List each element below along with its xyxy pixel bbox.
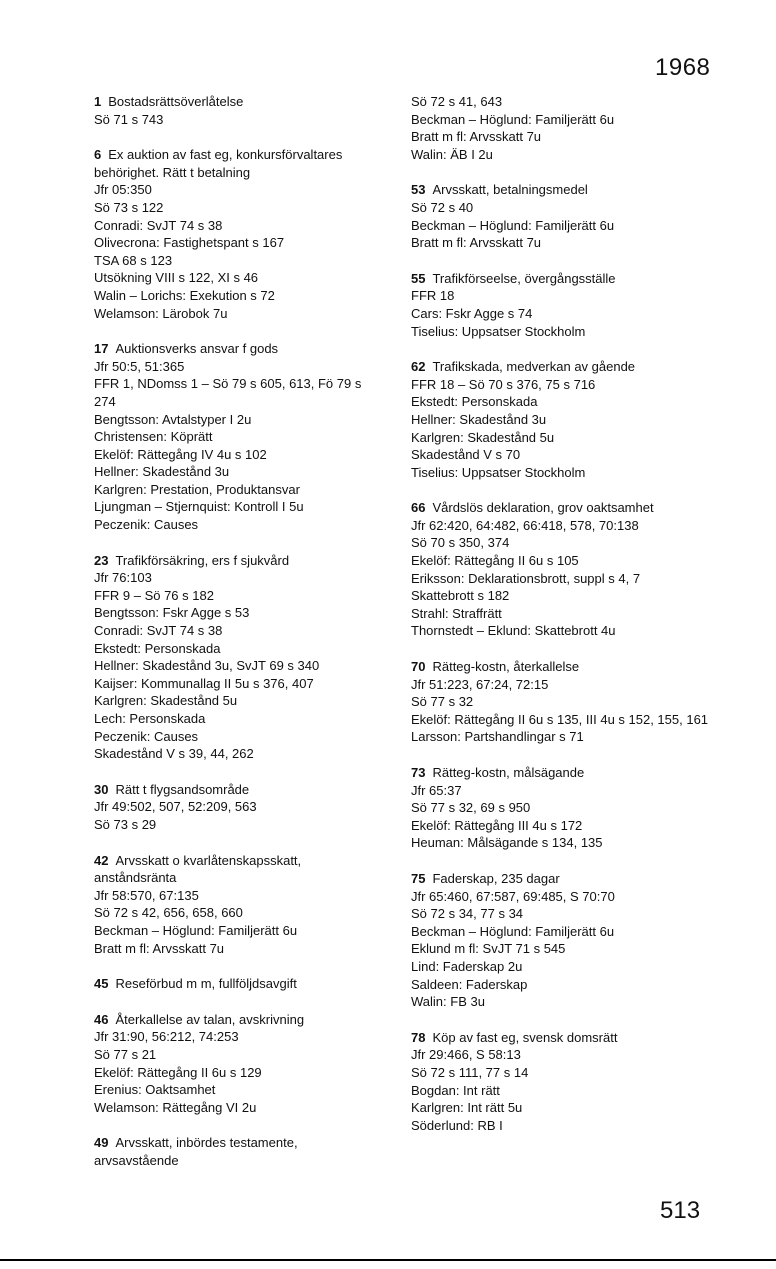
reference-line: Utsökning VIII s 122, XI s 46	[94, 270, 259, 286]
entry-number: 70	[411, 659, 426, 675]
reference-line: Hellner: Skadestånd 3u	[94, 464, 230, 480]
reference-line: Jfr 05:350	[94, 182, 152, 198]
reference-line: Larsson: Partshandlingar s 71	[411, 729, 584, 745]
entry-heading	[94, 1134, 362, 1169]
entry-heading	[94, 1011, 362, 1029]
reference-line: Conradi: SvJT 74 s 38	[94, 623, 223, 639]
entry-title: Vårdslös deklaration, grov oaktsamhet	[432, 500, 654, 516]
entry-number: 49	[94, 1135, 109, 1151]
reference-line: Jfr 76:103	[94, 570, 152, 586]
reference-line: Jfr 49:502, 507, 52:209, 563	[94, 799, 257, 815]
reference-line: Jfr 31:90, 56:212, 74:253	[94, 1029, 239, 1045]
entry-title: Ex auktion av fast eg, konkursförvaltares behörighet. Rätt t betalning	[94, 147, 343, 180]
reference-line: Sö 77 s 21	[94, 1046, 157, 1062]
index-entry	[94, 781, 362, 834]
reference-line: Bratt m fl: Arvsskatt 7u	[411, 129, 542, 145]
reference-line: Söderlund: RB I	[411, 1117, 503, 1133]
reference-line: Sö 73 s 122	[94, 199, 164, 215]
entry-title: Rätteg-kostn, återkallelse	[432, 659, 580, 675]
entry-heading	[94, 93, 362, 111]
entry-number: 6	[94, 147, 102, 163]
reference-line: Walin: FB 3u	[411, 994, 485, 1010]
index-entry	[411, 1029, 711, 1135]
index-entry	[411, 270, 711, 340]
entry-title: Rätteg-kostn, målsägande	[432, 765, 585, 780]
entry-heading	[94, 781, 362, 799]
reference-line: FFR 1, NDomss 1 – Sö 79 s 605, 613, Fö 79 s 274	[94, 376, 362, 409]
entry-number: 46	[94, 1011, 109, 1027]
entry-number: 53	[411, 182, 426, 198]
entry-title: Återkallelse av talan, avskrivning	[115, 1011, 305, 1027]
reference-line: Walin – Lorichs: Exekution s 72	[94, 287, 275, 303]
entry-number: 75	[411, 870, 426, 886]
reference-line: Ekelöf: Rättegång IV 4u s 102	[94, 446, 267, 462]
entry-title: Rätt t flygsandsområde	[115, 781, 250, 797]
reference-line: Skattebrott s 182	[411, 588, 510, 604]
reference-line: Sö 72 s 34, 77 s 34	[411, 906, 524, 922]
index-entry	[411, 658, 711, 746]
entry-heading	[411, 870, 711, 888]
reference-line: Lind: Faderskap 2u	[411, 958, 523, 974]
reference-line: Peczenik: Causes	[94, 728, 199, 744]
page-number: 513	[660, 1197, 701, 1224]
reference-line: Jfr 29:466, S 58:13	[411, 1047, 521, 1063]
reference-line: Peczenik: Causes	[94, 517, 199, 533]
reference-line: Jfr 50:5, 51:365	[94, 358, 185, 374]
reference-line: Sö 72 s 40	[411, 199, 474, 215]
entry-title: Trafikskada, medverkan av gående	[432, 359, 636, 375]
reference-line: Tiselius: Uppsatser Stockholm	[411, 323, 586, 339]
reference-line: Cars: Fskr Agge s 74	[411, 305, 533, 321]
index-entry	[94, 975, 362, 993]
entry-title: Arvsskatt, inbördes testamente, arvsavstående	[94, 1135, 298, 1168]
entry-number: 62	[411, 359, 426, 375]
reference-line: FFR 18	[411, 288, 455, 304]
reference-line: Erenius: Oaktsamhet	[94, 1082, 216, 1098]
reference-line: Karlgren: Skadestånd 5u	[411, 429, 555, 445]
reference-line: Beckman – Höglund: Familjerätt 6u	[411, 217, 615, 233]
reference-line: Skadestånd V s 39, 44, 262	[94, 746, 254, 762]
reference-line: Bogdan: Int rätt	[411, 1082, 500, 1098]
reference-line: Sö 70 s 350, 374	[411, 535, 510, 551]
reference-line: Ekelöf: Rättegång II 6u s 129	[94, 1064, 262, 1080]
entry-heading	[411, 658, 711, 676]
index-entry	[94, 1134, 362, 1169]
index-entry	[94, 852, 362, 958]
index-entry	[411, 499, 711, 640]
reference-line: Lech: Personskada	[94, 711, 206, 726]
index-entry	[94, 93, 362, 128]
index-entry	[411, 358, 711, 481]
entry-heading	[411, 764, 711, 782]
reference-line: Skadestånd V s 70	[411, 447, 521, 463]
reference-line: Eriksson: Deklarationsbrott, suppl s 4, 7	[411, 570, 641, 586]
entry-number: 78	[411, 1029, 426, 1045]
entry-number: 55	[411, 270, 426, 286]
reference-line: Ekstedt: Personskada	[94, 640, 221, 656]
entry-number: 45	[94, 976, 109, 992]
reference-line: Bratt m fl: Arvsskatt 7u	[94, 940, 225, 956]
reference-line: Ekelöf: Rättegång II 6u s 135, III 4u s 152, 155, 161	[411, 711, 709, 727]
entry-title: Faderskap, 235 dagar	[432, 870, 560, 886]
entry-heading	[94, 975, 362, 993]
reference-line: Eklund m fl: SvJT 71 s 545	[411, 941, 566, 957]
reference-line: Walin: ÄB I 2u	[411, 146, 493, 162]
entry-heading	[94, 852, 362, 887]
reference-line: Heuman: Målsägande s 134, 135	[411, 835, 603, 851]
entry-title: Bostadsrättsöverlåtelse	[108, 94, 244, 109]
reference-line: Karlgren: Skadestånd 5u	[94, 693, 238, 709]
reference-line: Jfr 65:460, 67:587, 69:485, S 70:70	[411, 888, 615, 904]
index-entry	[411, 181, 711, 251]
reference-line: Sö 72 s 41, 643	[411, 94, 503, 109]
reference-line: Bengtsson: Fskr Agge s 53	[94, 605, 250, 621]
reference-line: Sö 71 s 743	[94, 111, 164, 127]
entry-heading	[411, 181, 711, 199]
index-entry	[411, 764, 711, 852]
index-entry	[94, 340, 362, 534]
entry-heading	[411, 358, 711, 376]
entry-number: 1	[94, 94, 102, 109]
reference-line: TSA 68 s 123	[94, 252, 173, 268]
reference-line: Sö 72 s 111, 77 s 14	[411, 1064, 529, 1080]
reference-line: Hellner: Skadestånd 3u	[411, 411, 547, 427]
entry-number: 23	[94, 552, 109, 568]
entry-title: Köp av fast eg, svensk domsrätt	[432, 1029, 618, 1045]
entry-number: 17	[94, 341, 109, 357]
right-column	[411, 93, 711, 1152]
reference-line: Beckman – Höglund: Familjerätt 6u	[94, 922, 298, 938]
reference-line: Tiselius: Uppsatser Stockholm	[411, 464, 586, 480]
entry-heading	[411, 499, 711, 517]
reference-line: Strahl: Straffrätt	[411, 605, 502, 621]
reference-line: FFR 18 – Sö 70 s 376, 75 s 716	[411, 376, 596, 392]
reference-line: FFR 9 – Sö 76 s 182	[94, 587, 214, 603]
reference-line: Christensen: Köprätt	[94, 429, 213, 445]
index-entry	[411, 870, 711, 1011]
entry-number: 42	[94, 852, 109, 868]
reference-line: Sö 72 s 42, 656, 658, 660	[94, 905, 243, 921]
left-column	[94, 93, 362, 1187]
entry-title: Arvsskatt o kvarlåtenskapsskatt, anståndsränta	[94, 852, 302, 886]
reference-line: Jfr 65:37	[411, 782, 462, 798]
entry-number: 73	[411, 765, 426, 780]
entry-heading	[94, 552, 362, 570]
reference-line: Welamson: Rättegång VI 2u	[94, 1099, 257, 1115]
reference-line: Sö 77 s 32, 69 s 950	[411, 800, 531, 816]
reference-line: Karlgren: Int rätt 5u	[411, 1100, 523, 1116]
entry-heading	[411, 270, 711, 288]
reference-line: Bratt m fl: Arvsskatt 7u	[411, 235, 542, 251]
reference-line: Jfr 51:223, 67:24, 72:15	[411, 676, 549, 692]
index-entry	[94, 1011, 362, 1117]
reference-line: Ekelöf: Rättegång III 4u s 172	[411, 817, 583, 833]
reference-line: Bengtsson: Avtalstyper I 2u	[94, 411, 252, 427]
reference-line: Jfr 58:570, 67:135	[94, 887, 199, 903]
entry-heading	[94, 340, 362, 358]
year-heading: 1968	[655, 54, 711, 81]
entry-number: 30	[94, 781, 109, 797]
reference-line: Sö 77 s 32	[411, 694, 474, 710]
reference-line: Conradi: SvJT 74 s 38	[94, 217, 223, 233]
reference-line: Karlgren: Prestation, Produktansvar	[94, 481, 300, 497]
bottom-rule	[0, 1259, 776, 1261]
reference-line: Thornstedt – Eklund: Skattebrott 4u	[411, 623, 616, 639]
index-entry	[411, 93, 711, 163]
entry-heading	[94, 146, 362, 181]
reference-line: Ekelöf: Rättegång II 6u s 105	[411, 553, 579, 569]
entry-title: Trafikförseelse, övergångsställe	[432, 270, 616, 286]
entry-title: Reseförbud m m, fullföljdsavgift	[115, 976, 297, 992]
reference-line: Ljungman – Stjernquist: Kontroll I 5u	[94, 499, 304, 515]
entry-title: Trafikförsäkring, ers f sjukvård	[115, 552, 290, 568]
reference-line: Olivecrona: Fastighetspant s 167	[94, 235, 285, 251]
reference-line: Ekstedt: Personskada	[411, 394, 538, 410]
entry-number: 66	[411, 500, 426, 516]
reference-line: Beckman – Höglund: Familjerätt 6u	[411, 111, 615, 127]
entry-title: Arvsskatt, betalningsmedel	[432, 182, 588, 198]
reference-line: Beckman – Höglund: Familjerätt 6u	[411, 923, 615, 939]
reference-line: Saldeen: Faderskap	[411, 976, 528, 992]
reference-line: Sö 73 s 29	[94, 816, 157, 832]
entry-title: Auktionsverks ansvar f gods	[115, 341, 279, 357]
reference-line: Jfr 62:420, 64:482, 66:418, 578, 70:138	[411, 517, 639, 533]
entry-heading	[411, 1029, 711, 1047]
reference-line: Hellner: Skadestånd 3u, SvJT 69 s 340	[94, 658, 320, 674]
index-entry	[94, 146, 362, 322]
index-entry	[94, 552, 362, 763]
reference-line: Welamson: Lärobok 7u	[94, 305, 228, 321]
reference-line: Kaijser: Kommunallag II 5u s 376, 407	[94, 675, 314, 691]
